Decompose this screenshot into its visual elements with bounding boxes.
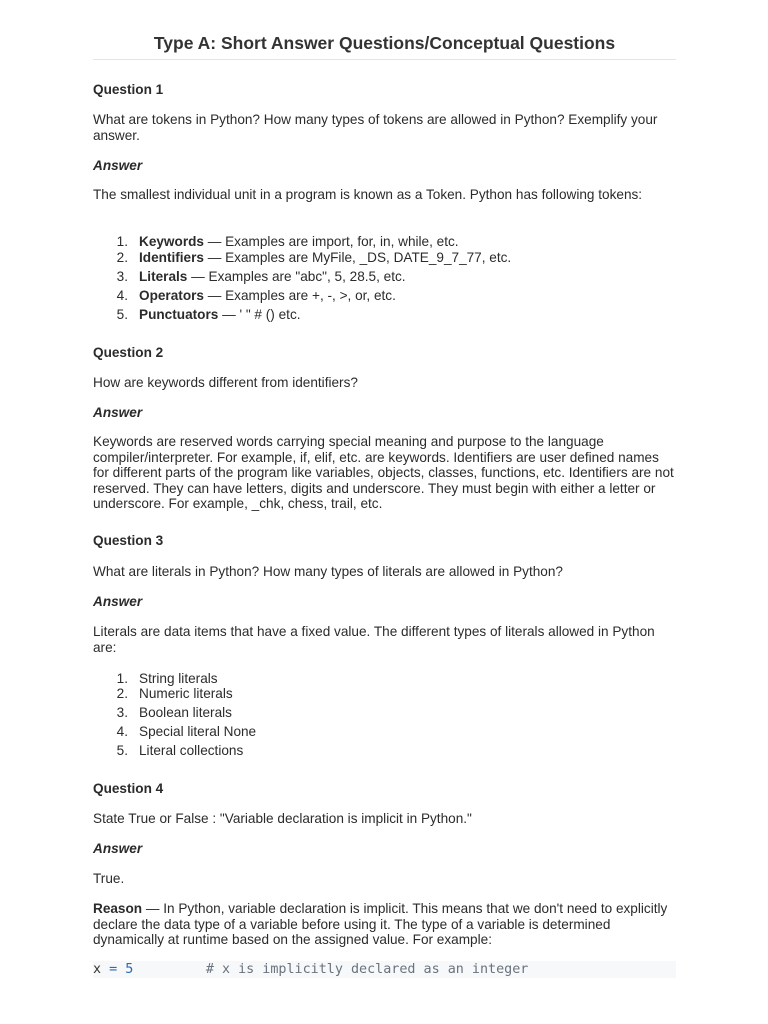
page-title: Type A: Short Answer Questions/Conceptual Questions — [153, 33, 616, 53]
list-item — [93, 234, 676, 250]
token-term: Identifiers — [139, 250, 204, 265]
code-operator: = — [101, 962, 126, 977]
token-term: Keywords — [139, 234, 204, 249]
code-spacing — [133, 962, 206, 977]
question-3-answer-label: Answer — [93, 594, 143, 609]
list-item — [93, 724, 676, 740]
list-number: 1. — [116, 234, 128, 249]
code-example — [93, 961, 676, 978]
token-description: — ' " # () etc. — [218, 307, 301, 322]
question-1-answer-intro: The smallest individual unit in a program is known as a Token. Python has following tokens: — [93, 187, 643, 202]
token-description: — Examples are MyFile, _DS, DATE_9_7_77, etc. — [203, 250, 512, 265]
list-number: 4. — [116, 724, 128, 739]
question-1-answer-label: Answer — [93, 158, 143, 173]
question-2-text: How are keywords different from identifiers? — [93, 375, 358, 390]
list-item — [93, 705, 676, 721]
list-number: 3. — [116, 269, 128, 284]
question-4-verdict: True. — [93, 871, 125, 886]
literal-type: Numeric literals — [139, 686, 233, 701]
list-number: 2. — [116, 686, 128, 701]
question-3-heading: Question 3 — [93, 533, 164, 548]
question-2-heading: Question 2 — [93, 345, 164, 360]
list-item — [93, 671, 676, 687]
list-item — [93, 743, 676, 759]
code-variable: x — [93, 962, 102, 977]
token-term: Literals — [139, 269, 188, 284]
question-2-answer-body: Keywords are reserved words carrying special meaning and purpose to the language compiler/interpreter. For example, if, elif, etc. are keywords. Identifiers are user defined names for different parts of the program like variables, objects, classes, functions, etc. Identifiers are not reserved. They can have letters, digits and underscore. They must begin with either a letter or underscore. For example, _chk, chess, trail, etc. — [93, 434, 674, 512]
token-description: — Examples are import, for, in, while, etc. — [203, 234, 459, 249]
title-divider — [93, 59, 676, 60]
question-3-answer-intro: Literals are data items that have a fixed value. The different types of literals allowed in Python are: — [93, 624, 655, 655]
list-number: 1. — [116, 671, 128, 686]
code-number: 5 — [125, 962, 134, 977]
token-term: Operators — [139, 288, 204, 303]
token-description: — Examples are "abc", 5, 28.5, etc. — [187, 269, 406, 284]
question-4-reason — [93, 901, 676, 948]
question-4-answer-label: Answer — [93, 841, 143, 856]
token-description: — Examples are +, -, >, or, etc. — [203, 288, 396, 303]
literal-type: String literals — [139, 671, 218, 686]
reason-label: Reason — [93, 901, 143, 916]
literal-type: Literal collections — [139, 743, 244, 758]
list-item — [93, 288, 676, 304]
list-item — [93, 686, 676, 702]
question-4-text: State True or False : "Variable declaration is implicit in Python." — [93, 811, 472, 826]
question-2-answer-label: Answer — [93, 405, 143, 420]
list-number: 5. — [116, 307, 128, 322]
question-4-heading: Question 4 — [93, 781, 164, 796]
list-item — [93, 269, 676, 285]
literal-type: Special literal None — [139, 724, 257, 739]
question-1-heading: Question 1 — [93, 82, 164, 97]
question-3-text: What are literals in Python? How many types of literals are allowed in Python? — [93, 564, 563, 579]
literal-type: Boolean literals — [139, 705, 232, 720]
token-term: Punctuators — [139, 307, 219, 322]
list-item — [93, 250, 676, 266]
list-item — [93, 307, 676, 323]
list-number: 5. — [116, 743, 128, 758]
question-1-text: What are tokens in Python? How many types of tokens are allowed in Python? Exemplify your answer. — [93, 112, 658, 143]
reason-text: — In Python, variable declaration is implicit. This means that we don't need to explicitly declare the data type of a variable before using it. The type of a variable is determined dynamically at runtime based on the assigned value. For example: — [93, 901, 668, 948]
list-number: 2. — [116, 250, 128, 265]
code-comment: # x is implicitly declared as an integer — [205, 962, 529, 977]
list-number: 3. — [116, 705, 128, 720]
list-number: 4. — [116, 288, 128, 303]
